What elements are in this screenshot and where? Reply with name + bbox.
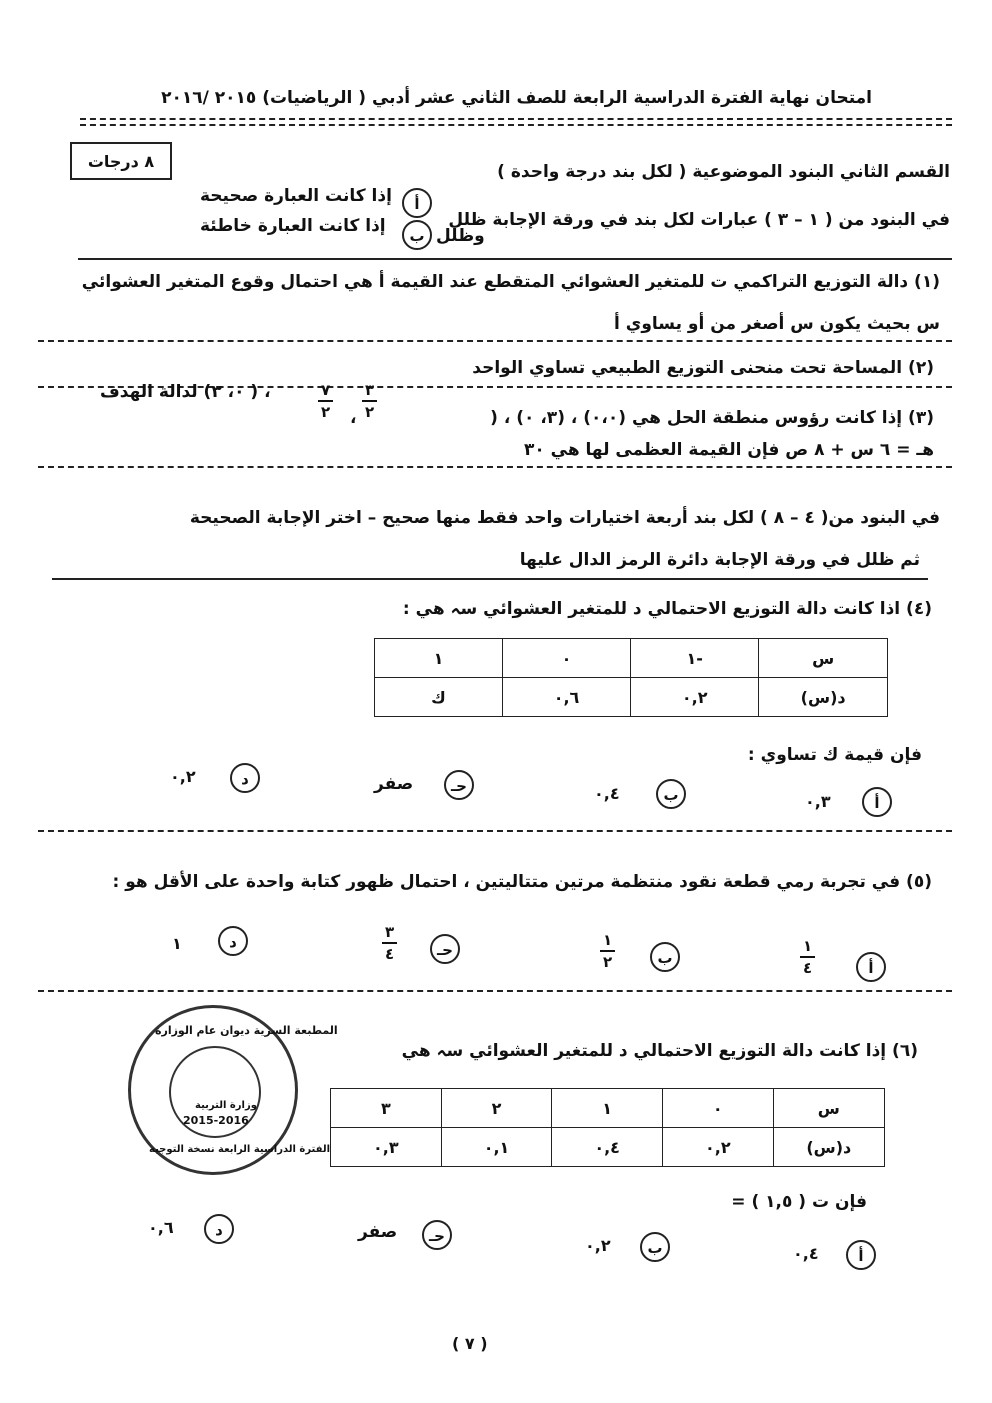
table-cell: ٣ (331, 1089, 442, 1128)
q3-text-end: ، ( ٠، ٣) لدالة الهدف (100, 382, 271, 402)
choice-a-circle[interactable]: أ (856, 952, 886, 982)
q1-text-line2: س بحيث يكون س أصغر من أو يساوي أ (614, 314, 940, 334)
section-heading: القسم الثاني البنود الموضوعية ( لكل بند درجة واحدة ) (497, 162, 950, 182)
choice-b-value: ٠,٤ (594, 784, 620, 803)
q4-text: (٤) اذا كانت دالة التوزيع الاحتمالي د للمتغير العشوائي سہ هي : (402, 599, 932, 619)
table-cell: ١ (552, 1089, 663, 1128)
choice-d-value: ٠,٦ (148, 1218, 174, 1237)
seal-outer-text: المطبعة السرية ديوان عام الوزارة (155, 1024, 338, 1037)
q2-text: (٢) المساحة تحت منحنى التوزيع الطبيعي تساوي الواحد (472, 358, 934, 378)
mcq-intro-line1: في البنود من( ٤ – ٨ ) لكل بند أربعة اختيارات واحد فقط منها صحيح – اختر الإجابة الصحيحة (189, 508, 940, 528)
q6-distribution-table (330, 1088, 885, 1167)
table-row (331, 1128, 885, 1167)
fraction-denominator: ٤ (803, 959, 813, 977)
q6-text: (٦) إذا كانت دالة التوزيع الاحتمالي د للمتغير العشوائي سہ هي (401, 1041, 918, 1061)
mcq-intro-line2: ثم ظلل في ورقة الإجابة دائرة الرمز الدال عليها (519, 550, 920, 570)
exam-title: امتحان نهاية الفترة الدراسية الرابعة للصف الثاني عشر أدبي ( الرياضيات) ٢٠١٥ /٢٠١٦ (161, 88, 872, 108)
table-cell: د(س) (759, 678, 888, 717)
q3-fraction-1 (362, 380, 377, 422)
ministry-seal (128, 1005, 338, 1175)
choice-c-fraction (382, 922, 397, 964)
table-cell: ك (375, 678, 503, 717)
choice-a-circle[interactable]: أ (862, 787, 892, 817)
divider (38, 830, 952, 832)
choice-b-value: ٠,٢ (585, 1236, 611, 1255)
choice-b-circle[interactable]: ب (640, 1232, 670, 1262)
choice-c-circle[interactable]: حـ (444, 770, 474, 800)
grade-box: ٨ درجات (70, 142, 172, 180)
q3-frac2-num: ٧ (318, 380, 333, 402)
table-cell: ٠ (502, 639, 630, 678)
choice-c-circle[interactable]: حـ (430, 934, 460, 964)
fraction-numerator: ٣ (382, 922, 397, 944)
table-cell: ٠,٢ (662, 1128, 773, 1167)
choice-d-circle[interactable]: د (230, 763, 260, 793)
choice-b-circle[interactable]: ب (650, 942, 680, 972)
fraction-denominator: ٢ (603, 953, 613, 971)
choice-c-value: صفر (374, 774, 414, 794)
seal-ministry: وزارة التربية (195, 1100, 257, 1111)
choice-a-fraction (800, 936, 815, 978)
q5-text: (٥) في تجربة رمي قطعة نقود منتظمة مرتين متتاليتين ، احتمال ظهور كتابة واحدة على الأقل هو : (112, 872, 932, 892)
choice-d-circle[interactable]: د (204, 1214, 234, 1244)
divider (38, 466, 952, 468)
choice-a-value: ٠,٤ (793, 1244, 819, 1263)
table-row (331, 1089, 885, 1128)
choice-a-circle[interactable]: أ (846, 1240, 876, 1270)
table-cell: -١ (631, 639, 759, 678)
table-cell: ٠ (662, 1089, 773, 1128)
q3-frac1-den: ٢ (365, 403, 375, 421)
table-cell: ١ (375, 639, 503, 678)
table-cell: ٠,٢ (631, 678, 759, 717)
q1-text-line1: (١) دالة التوزيع التراكمي ت للمتغير العشوائي المتقطع عند القيمة أ هي احتمال وقوع المتغير العشوائي (81, 272, 940, 292)
instruction-true: في البنود من ( ١ – ٣ ) عبارات لكل بند في ورقة الإجابة ظلل (448, 210, 950, 230)
true-symbol-circle: أ (402, 188, 432, 218)
instruction-false-end: إذا كانت العبارة خاطئة (200, 216, 386, 236)
table-row (375, 678, 888, 717)
table-cell: ٠,١ (441, 1128, 552, 1167)
q4-distribution-table (374, 638, 888, 717)
instruction-false-start: وظلل (436, 226, 485, 246)
choice-b-fraction (600, 930, 615, 972)
table-cell: س (759, 639, 888, 678)
q6-prompt: فإن ت ( ١,٥ ) = (731, 1192, 867, 1212)
q3-text-line2: هـ = ٦ س + ٨ ص فإن القيمة العظمى لها هي ٣٠ (523, 440, 934, 460)
fraction-numerator: ١ (800, 936, 815, 958)
instruction-true-end: إذا كانت العبارة صحيحة (200, 186, 392, 206)
table-row (375, 639, 888, 678)
false-symbol-circle: ب (402, 220, 432, 250)
table-cell: د(س) (773, 1128, 884, 1167)
comma: ، (350, 408, 357, 428)
q3-text-start: (٣) إذا كانت رؤوس منطقة الحل هي (٠،٠) ، (٣، ٠) ، ( (490, 408, 934, 428)
q4-prompt: فإن قيمة ك تساوي : (747, 745, 922, 765)
divider (78, 258, 952, 260)
seal-years: 2015-2016 (183, 1114, 249, 1127)
fraction-denominator: ٤ (385, 945, 395, 963)
page-number: ( ٧ ) (452, 1334, 488, 1353)
table-cell: ٢ (441, 1089, 552, 1128)
choice-d-circle[interactable]: د (218, 926, 248, 956)
seal-bottom-text: الفترة الدراسية الرابعة نسخة التوجيه (149, 1144, 331, 1155)
choice-b-circle[interactable]: ب (656, 779, 686, 809)
table-cell: ٠,٣ (331, 1128, 442, 1167)
table-cell: ٠,٤ (552, 1128, 663, 1167)
q3-frac1-num: ٣ (362, 380, 377, 402)
choice-a-value: ٠,٣ (805, 792, 831, 811)
choice-c-circle[interactable]: حـ (422, 1220, 452, 1250)
header-rule-1 (80, 118, 952, 120)
divider (38, 990, 952, 992)
q3-frac2-den: ٢ (321, 403, 331, 421)
choice-c-value: صفر (358, 1222, 398, 1242)
table-cell: س (773, 1089, 884, 1128)
header-rule-2 (80, 124, 952, 126)
q3-fraction-2 (318, 380, 333, 422)
table-cell: ٠,٦ (502, 678, 630, 717)
choice-d-value: ١ (172, 934, 182, 953)
divider (38, 340, 952, 342)
divider (52, 578, 928, 580)
choice-d-value: ٠,٢ (170, 767, 196, 786)
fraction-numerator: ١ (600, 930, 615, 952)
